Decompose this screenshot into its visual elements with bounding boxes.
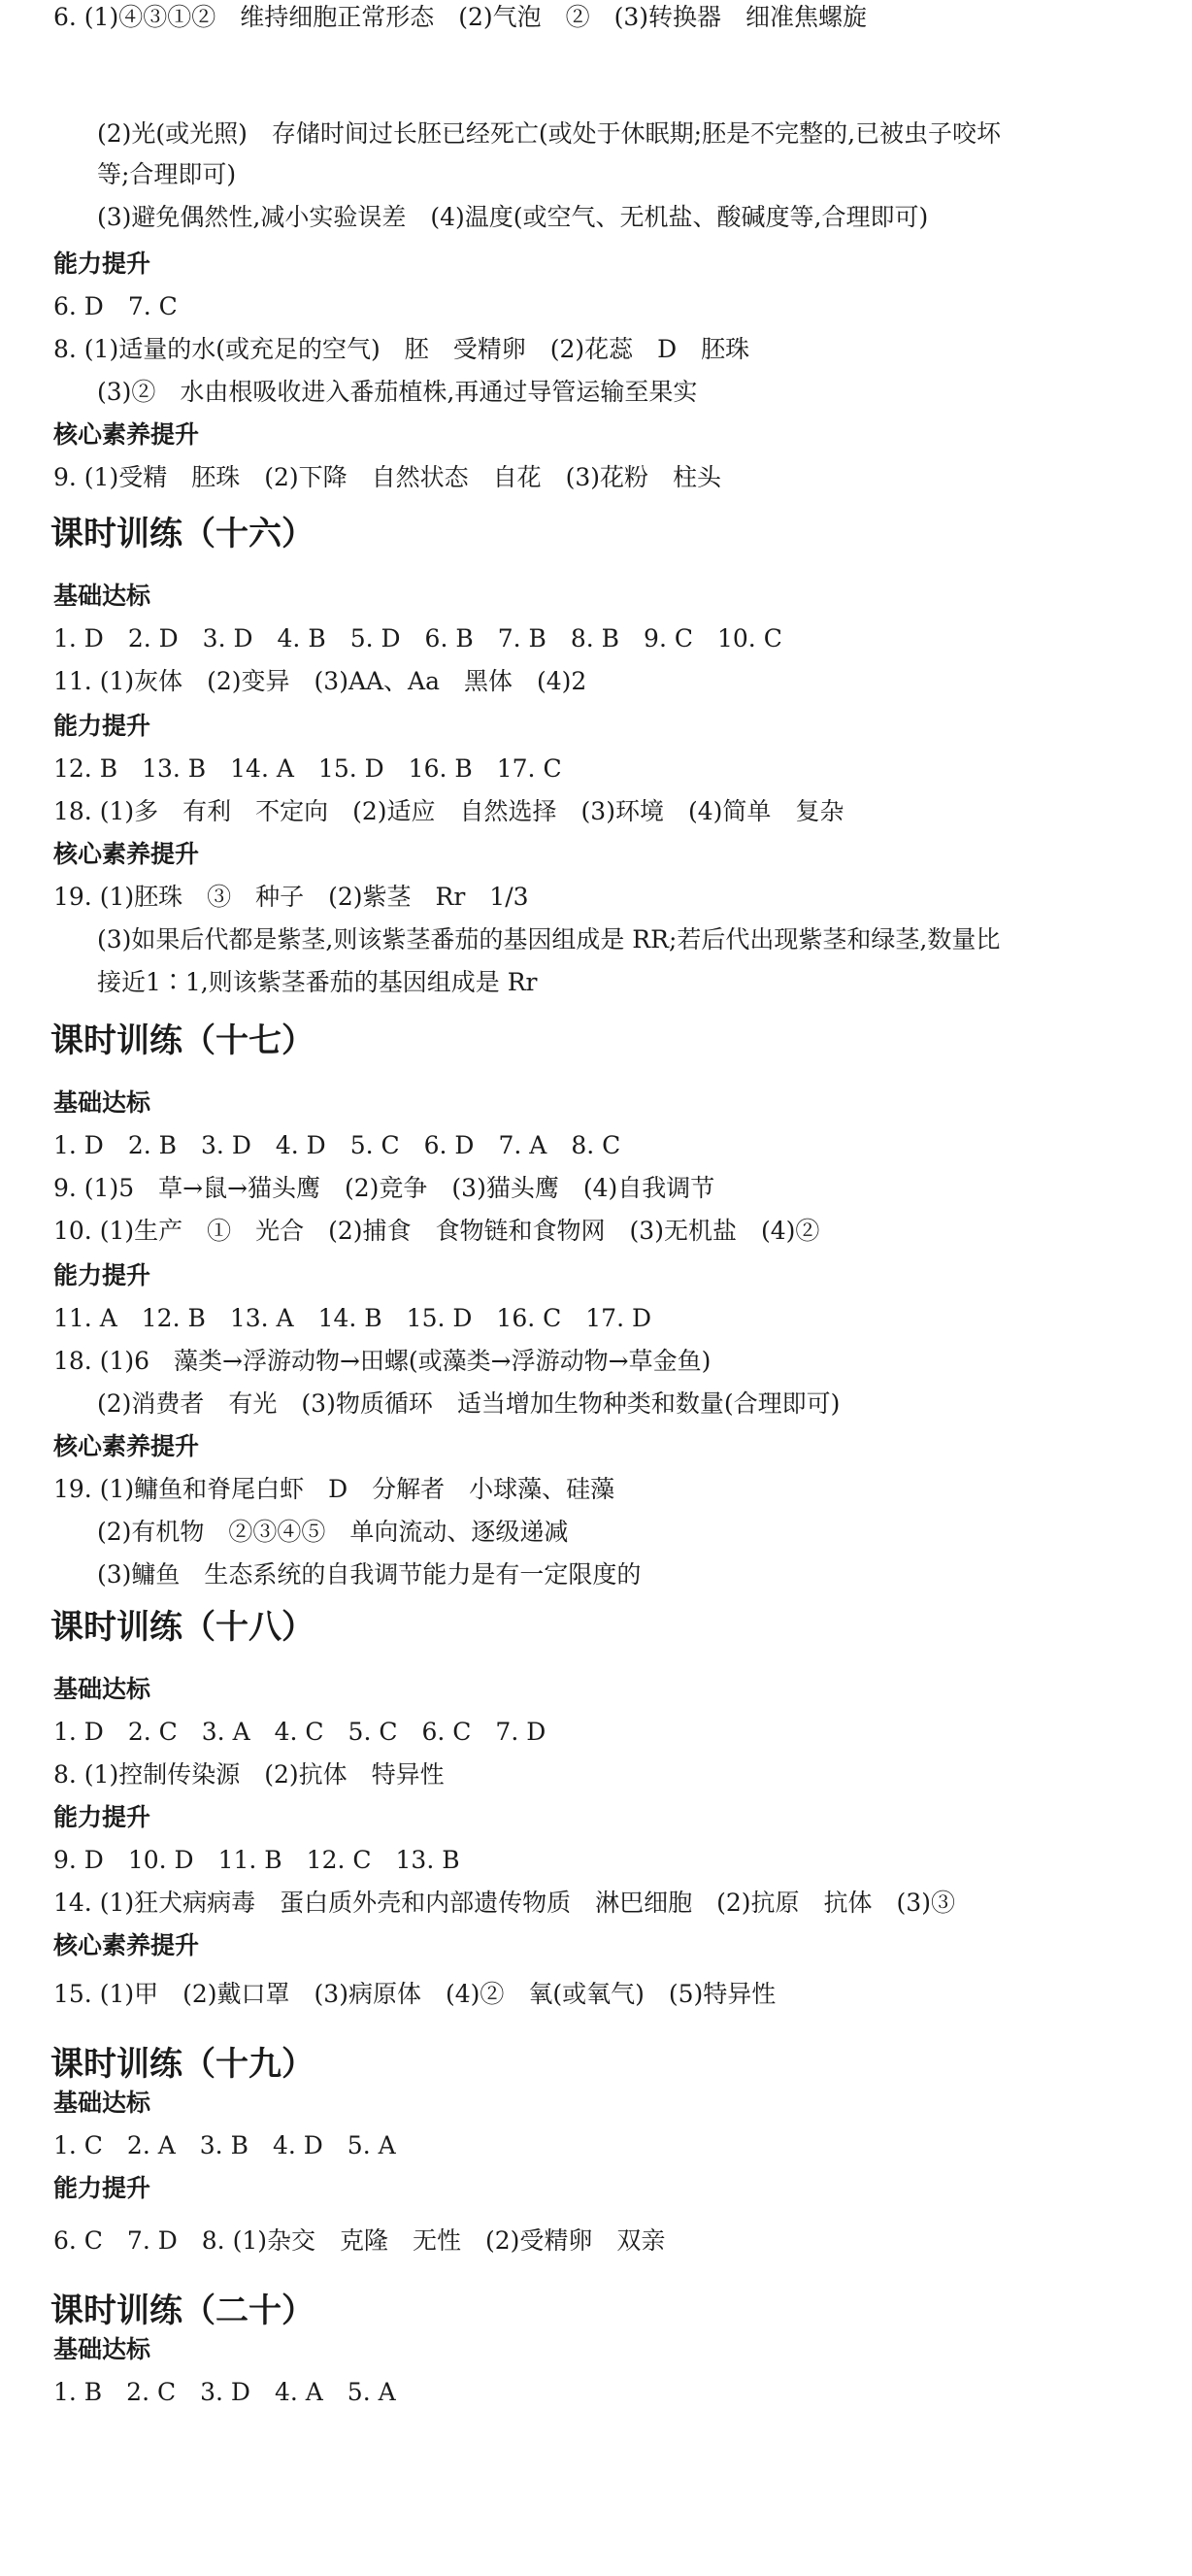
answer-continuation-line: (3)避免偶然性,减小实验误差 (4)温度(或空气、无机盐、酸碱度等,合理即可) bbox=[97, 203, 929, 231]
subsection-label: 核心素养提升 bbox=[53, 1931, 200, 1959]
subsection-label: 能力提升 bbox=[53, 1261, 151, 1289]
answer-line: 1. B 2. C 3. D 4. A 5. A bbox=[53, 2378, 396, 2406]
section-heading: 课时训练（十九） bbox=[50, 2045, 315, 2084]
answer-line: 11. A 12. B 13. A 14. B 15. D 16. C 17. D bbox=[53, 1304, 652, 1332]
answer-continuation-line: 接近1∶1,则该紫茎番茄的基因组成是 Rr bbox=[97, 968, 538, 996]
subsection-label: 基础达标 bbox=[53, 2089, 151, 2117]
answer-line: 1. D 2. C 3. A 4. C 5. C 6. C 7. D bbox=[53, 1718, 546, 1746]
subsection-label: 能力提升 bbox=[53, 2174, 151, 2202]
section-heading: 课时训练（十七） bbox=[50, 1021, 315, 1060]
answer-line: 1. C 2. A 3. B 4. D 5. A bbox=[53, 2131, 396, 2159]
answer-line: 18. (1)6 藻类→浮游动物→田螺(或藻类→浮游动物→草金鱼) bbox=[53, 1347, 712, 1375]
answer-line: 6. (1)④③①② 维持细胞正常形态 (2)气泡 ② (3)转换器 细准焦螺旋 bbox=[53, 3, 868, 31]
section-heading: 课时训练（十八） bbox=[50, 1608, 315, 1647]
answer-continuation-line: (2)光(或光照) 存储时间过长胚已经死亡(或处于休眠期;胚是不完整的,已被虫子咬坏 bbox=[97, 119, 1002, 148]
answer-line: 9. (1)受精 胚珠 (2)下降 自然状态 自花 (3)花粉 柱头 bbox=[53, 463, 722, 491]
answer-line: 8. (1)控制传染源 (2)抗体 特异性 bbox=[53, 1760, 445, 1789]
answer-line: 19. (1)鳙鱼和脊尾白虾 D 分解者 小球藻、硅藻 bbox=[53, 1475, 615, 1503]
answer-line: 9. (1)5 草→鼠→猫头鹰 (2)竞争 (3)猫头鹰 (4)自我调节 bbox=[53, 1174, 715, 1202]
subsection-label: 基础达标 bbox=[53, 2335, 151, 2363]
answer-line: 6. C 7. D 8. (1)杂交 克隆 无性 (2)受精卵 双亲 bbox=[53, 2226, 666, 2255]
answer-continuation-line: 等;合理即可) bbox=[97, 160, 237, 188]
section-heading: 课时训练（二十） bbox=[50, 2292, 315, 2330]
answer-line: 15. (1)甲 (2)戴口罩 (3)病原体 (4)② 氧(或氧气) (5)特异性 bbox=[53, 1980, 777, 2008]
answer-line: 10. (1)生产 ① 光合 (2)捕食 食物链和食物网 (3)无机盐 (4)② bbox=[53, 1217, 820, 1245]
answer-continuation-line: (3)② 水由根吸收进入番茄植株,再通过导管运输至果实 bbox=[97, 378, 698, 406]
answer-continuation-line: (3)如果后代都是紫茎,则该紫茎番茄的基因组成是 RR;若后代出现紫茎和绿茎,数量比 bbox=[97, 925, 1001, 953]
subsection-label: 基础达标 bbox=[53, 582, 151, 610]
subsection-label: 能力提升 bbox=[53, 1803, 151, 1831]
subsection-label: 核心素养提升 bbox=[53, 1432, 200, 1460]
answer-line: 11. (1)灰体 (2)变异 (3)AA、Aa 黑体 (4)2 bbox=[53, 667, 587, 695]
answer-line: 8. (1)适量的水(或充足的空气) 胚 受精卵 (2)花蕊 D 胚珠 bbox=[53, 335, 750, 363]
answer-continuation-line: (2)消费者 有光 (3)物质循环 适当增加生物种类和数量(合理即可) bbox=[97, 1389, 841, 1418]
section-heading: 课时训练（十六） bbox=[50, 515, 315, 553]
answer-line: 1. D 2. D 3. D 4. B 5. D 6. B 7. B 8. B 9. C 10. C bbox=[53, 624, 782, 652]
subsection-label: 基础达标 bbox=[53, 1675, 151, 1703]
answer-line: 6. D 7. C bbox=[53, 292, 178, 320]
subsection-label: 基础达标 bbox=[53, 1088, 151, 1117]
subsection-label: 能力提升 bbox=[53, 250, 151, 278]
answer-line: 12. B 13. B 14. A 15. D 16. B 17. C bbox=[53, 754, 562, 783]
answer-line: 19. (1)胚珠 ③ 种子 (2)紫茎 Rr 1/3 bbox=[53, 883, 529, 911]
subsection-label: 核心素养提升 bbox=[53, 840, 200, 868]
answer-line: 18. (1)多 有利 不定向 (2)适应 自然选择 (3)环境 (4)简单 复杂 bbox=[53, 797, 844, 825]
answer-continuation-line: (2)有机物 ②③④⑤ 单向流动、逐级递减 bbox=[97, 1518, 569, 1546]
answer-continuation-line: (3)鳙鱼 生态系统的自我调节能力是有一定限度的 bbox=[97, 1560, 642, 1589]
answer-line: 14. (1)狂犬病病毒 蛋白质外壳和内部遗传物质 淋巴细胞 (2)抗原 抗体 (3)③ bbox=[53, 1889, 955, 1917]
subsection-label: 核心素养提升 bbox=[53, 420, 200, 449]
subsection-label: 能力提升 bbox=[53, 712, 151, 740]
answer-line: 1. D 2. B 3. D 4. D 5. C 6. D 7. A 8. C bbox=[53, 1131, 621, 1159]
answer-line: 9. D 10. D 11. B 12. C 13. B bbox=[53, 1846, 460, 1874]
